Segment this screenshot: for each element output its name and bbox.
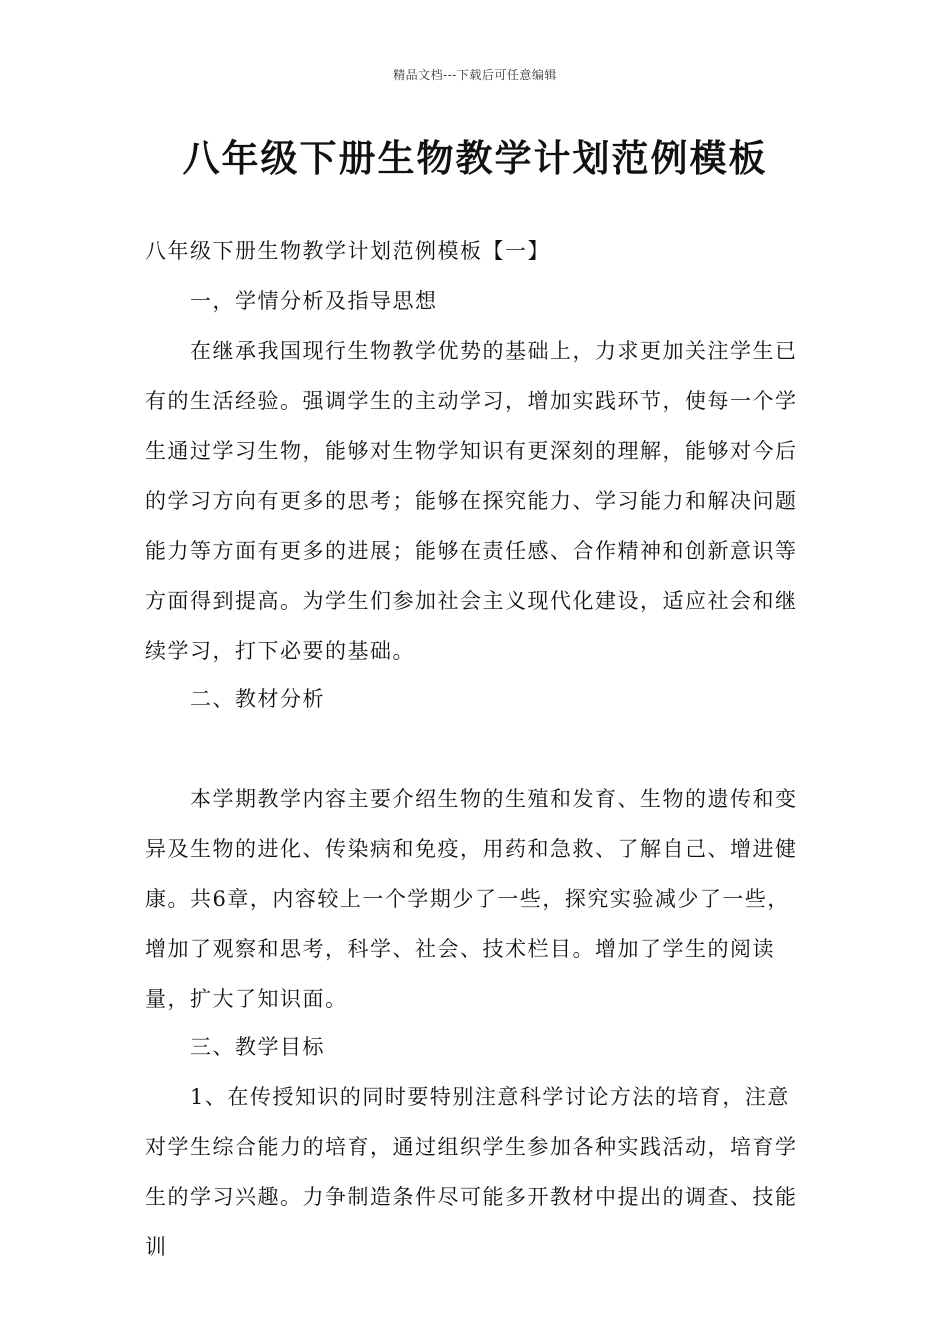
- section-heading-1: 一，学情分析及指导思想: [190, 289, 438, 313]
- header-note: 精品文档---下载后可任意编辑: [393, 68, 557, 82]
- section-paragraph-3: 1、在传授知识的同时要特别注意科学讨论方法的培育，注意对学生综合能力的培育，通过组织学生参加各种实践活动，培育学生的学习兴趣。力争制造条件尽可能多开教材中提出的调查、技能训: [145, 1085, 798, 1259]
- document-subtitle: 八年级下册生物教学计划范例模板【一】: [145, 239, 550, 263]
- section-paragraph-2: 本学期教学内容主要介绍生物的生殖和发育、生物的遗传和变异及生物的进化、传染病和免疫，用药和急救、了解自己、增进健康。共6章，内容较上一个学期少了一些，探究实验减少了一些，增加了观察和思考，科学、社会、技术栏目。增加了学生的阅读量，扩大了知识面。: [145, 787, 798, 1011]
- document-title: 八年级下册生物教学计划范例模板: [182, 136, 768, 180]
- section-heading-2: 二、教材分析: [190, 687, 325, 711]
- section-paragraph-1: 在继承我国现行生物教学优势的基础上，力求更加关注学生已有的生活经验。强调学生的主动学习，增加实践环节，使每一个学生通过学习生物，能够对生物学知识有更深刻的理解，能够对今后的学习方向有更多的思考；能够在探究能力、学习能力和解决问题能力等方面有更多的进展；能够在责任感、合作精神和创新意识等方面得到提高。为学生们参加社会主义现代化建设，适应社会和继续学习，打下必要的基础。: [145, 339, 798, 663]
- section-heading-3: 三、教学目标: [190, 1035, 325, 1059]
